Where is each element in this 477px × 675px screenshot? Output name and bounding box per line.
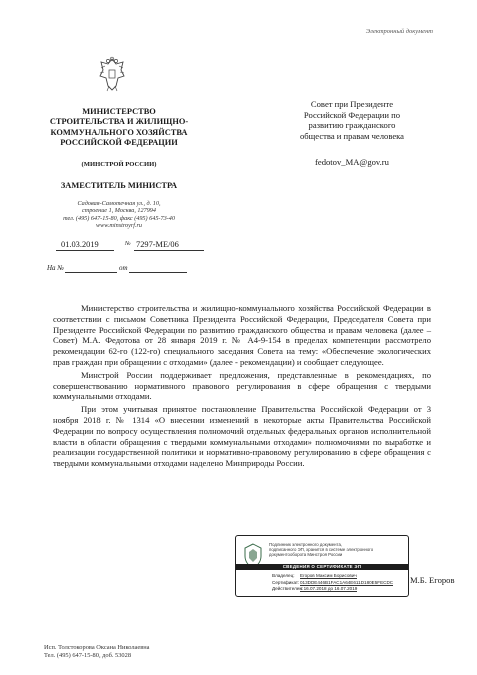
certificate-owner: Егоров Максим Борисович <box>300 573 357 578</box>
reference-underline <box>65 272 117 273</box>
body-paragraph: Министерство строительства и жилищно-коммунального хозяйства Российской Федерации в соответствии с письмом Советника Президента Российской Федерации, Председателя Совета при Президенте Российской Федерации по развитию гражданского общества и правам человека (далее – Совет) М.А. Федотова от 28 января 2019 г. № А4-9-154 в пределах компетенции рассмотрело рекомендации 62-го (122-го) специального заседания Совета на тему: «Обеспечение экологических прав граждан при обращении с отходами» (далее - рекомендации) и сообщает следующее. <box>53 303 431 367</box>
address-line: www.minstroyrf.ru <box>95 221 143 229</box>
address-line: Садовая-Самотечная ул., д. 10, <box>77 200 161 207</box>
signature-info <box>269 542 373 558</box>
date-underline <box>56 250 114 251</box>
ministry-name-line: СТРОИТЕЛЬСТВА И ЖИЛИЩНО- <box>49 117 189 127</box>
ministry-short-name: (МИНСТРОЙ РОССИИ) <box>81 161 157 168</box>
recipient-line: Совет при Президенте <box>310 99 394 109</box>
document-date: 01.03.2019 <box>61 240 99 249</box>
body-paragraph: Минстрой России поддерживает предложения, представленные в рекомендациях, по совершенствованию нормативного правового регулирования в сфере обращения с твердыми коммунальными отходами. <box>53 369 431 402</box>
signature-info-line: документооборота Минстроя России <box>269 552 343 558</box>
sender-position: ЗАМЕСТИТЕЛЬ МИНИСТРА <box>60 181 178 190</box>
ministry-name-line: РОССИЙСКОЙ ФЕДЕРАЦИИ <box>60 137 178 147</box>
owner-label: Владелец: <box>272 573 295 578</box>
ministry-address <box>42 200 196 229</box>
number-label: № <box>125 241 131 247</box>
electronic-document-stamp: Электронный документ <box>365 28 433 35</box>
certificate-label: Сертификат: <box>272 579 300 585</box>
recipient-line: общества и правам человека <box>300 130 404 141</box>
electronic-signature-box <box>235 535 409 597</box>
coat-of-arms-emblem-icon <box>97 56 127 94</box>
recipient-line: Российской Федерации по <box>303 109 401 120</box>
signature-info-line: Подлинник электронного документа, <box>269 542 343 547</box>
signer-name: М.Б. Егоров <box>410 575 455 585</box>
address-line: тел. (495) 647-15-80, факс (495) 645-73-40 <box>63 214 175 222</box>
document-number: 7297-МЕ/06 <box>136 240 179 249</box>
reference-date-underline <box>129 272 187 273</box>
signature-info-line: подписанного ЭП, хранится в системе электронного <box>269 547 374 553</box>
reference-line <box>47 264 217 276</box>
ministry-name-line: МИНИСТЕРСТВО <box>82 107 156 116</box>
executor-phone: Тел. (495) 647-15-80, доб. 53028 <box>44 652 132 660</box>
letter-body <box>53 303 431 471</box>
recipient-email: fedotov_MA@gov.ru <box>315 157 389 167</box>
body-paragraph: При этом учитывая принятое постановление Правительства Российской Федерации от 3 ноября 2018 г. № 1314 «О внесении изменений в некоторые акты Правительства Российской Федерации по вопросу осуществления полномочий отдельных федеральных органов исполнительной власти в области обращения с твердыми коммунальными отходами» полномочиями по выработке и реализации государственной политики и нормативно-правовому регулированию в сфере обращения с твердыми коммунальными отходами наделено Минприроды России. <box>53 404 431 469</box>
recipient-block <box>287 99 417 141</box>
reference-from-label: от <box>119 264 128 272</box>
registration-line <box>56 240 216 252</box>
ministry-name <box>42 107 196 148</box>
certificate-header: СВЕДЕНИЯ О СЕРТИФИКАТЕ ЭП <box>236 564 408 570</box>
certificate-validity: с 16.07.2018 до 16.07.2019 <box>300 586 358 592</box>
validity-label: Действителен: <box>272 586 304 592</box>
reference-label: На № <box>47 264 64 272</box>
number-underline <box>134 250 204 251</box>
executor-name: Исп. Толстокорова Оксана Николаевна <box>44 644 150 651</box>
ministry-name-line: КОММУНАЛЬНОГО ХОЗЯЙСТВА <box>50 127 188 137</box>
certificate-details <box>272 573 393 593</box>
executor-info <box>44 644 150 661</box>
recipient-line: развитию гражданского <box>308 120 396 130</box>
address-line: строение 1, Москва, 127994 <box>82 207 156 215</box>
certificate-number: 013DDE446B1FAC1A64E611D180E5FECDC <box>300 579 394 585</box>
